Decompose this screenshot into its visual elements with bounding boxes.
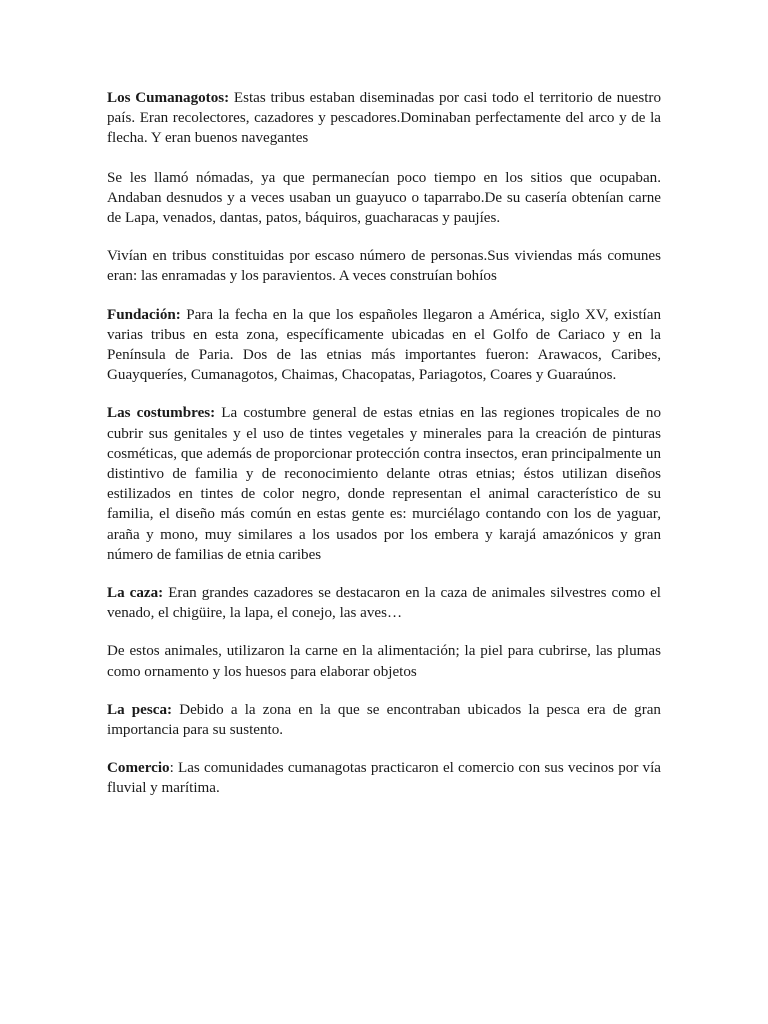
paragraph-heading: Las costumbres:: [107, 405, 216, 422]
paragraph-text: Eran grandes cazadores se destacaron en la caza de animales silvestres como el venado, el chigüire, la lapa, el conejo, las aves…: [107, 585, 661, 622]
paragraph-heading: Los Cumanagotos:: [107, 90, 230, 106]
paragraph-text: Vivían en tribus constituidas por escaso número de personas.Sus viviendas más comunes eran: las enramadas y los paravientos. A veces construían bohíos: [107, 248, 661, 285]
paragraph-nomadas: [107, 168, 661, 229]
paragraph-animales: [107, 641, 661, 681]
paragraph-text: Estas tribus estaban diseminadas por casi todo el territorio de nuestro país. Eran recolectores, cazadores y pescadores.Dominaban perfectamente del arco y de la flecha. Y eran buenos navegantes: [107, 90, 662, 147]
document-page: [107, 88, 661, 817]
paragraph-text: : Las comunidades cumanagotas practicaron el comercio con sus vecinos por vía fluvial y marítima.: [107, 760, 661, 797]
paragraph-pesca: [107, 700, 661, 740]
paragraph-text: Debido a la zona en la que se encontraban ubicados la pesca era de gran importancia para su sustento.: [107, 701, 661, 739]
paragraph-text: La costumbre general de estas etnias en las regiones tropicales de no cubrir sus genitales y el uso de tintes vegetales y minerales para la creación de pinturas cosméticas, que además de proporcionar protección contra insectos, eran principalmente un distintivo de familia y de reconocimiento delante otras etnias; éstos utilizan diseños estilizados en tintes de color negro, donde representan el animal característico de su familia, el diseño más común en estas gente es: murciélago contando con los de yaguar, araña y mono, muy similares a los usados por los embera y karajá amazónicos y gran número de familias de etnia caribes: [107, 405, 662, 563]
paragraph-text: Para la fecha en la que los españoles llegaron a América, siglo XV, existían varias tribus en esta zona, específicamente ubicadas en el Golfo de Cariaco y en la Península de Paria. Dos de las etnias más importantes fueron: Arawacos, Caribes, Guayqueríes, Cumanagotos, Chaimas, Chacopatas, Pariagotos, Coares y Guaraúnos.: [107, 306, 661, 384]
paragraph-heading: La pesca:: [107, 701, 173, 718]
paragraph-comercio: [107, 758, 661, 798]
paragraph-fundacion: [107, 305, 661, 386]
paragraph-caza: [107, 583, 661, 623]
paragraph-heading: La caza:: [107, 585, 164, 602]
paragraph-heading: Comercio: [107, 760, 170, 777]
paragraph-text: De estos animales, utilizaron la carne en la alimentación; la piel para cubrirse, las plumas como ornamento y los huesos para elaborar objetos: [107, 643, 661, 680]
paragraph-text: Se les llamó nómadas, ya que permanecían poco tiempo en los sitios que ocupaban. Andaban desnudos y a veces usaban un guayuco o taparrabo.De su casería obtenían carne de Lapa, venados, dantas, patos, báquiros, guacharacas y paujíes.: [107, 169, 661, 227]
paragraph-cumanagotos: [107, 88, 661, 149]
paragraph-costumbres: [107, 403, 661, 565]
paragraph-viviendas: [107, 246, 661, 286]
paragraph-heading: Fundación:: [107, 306, 181, 323]
